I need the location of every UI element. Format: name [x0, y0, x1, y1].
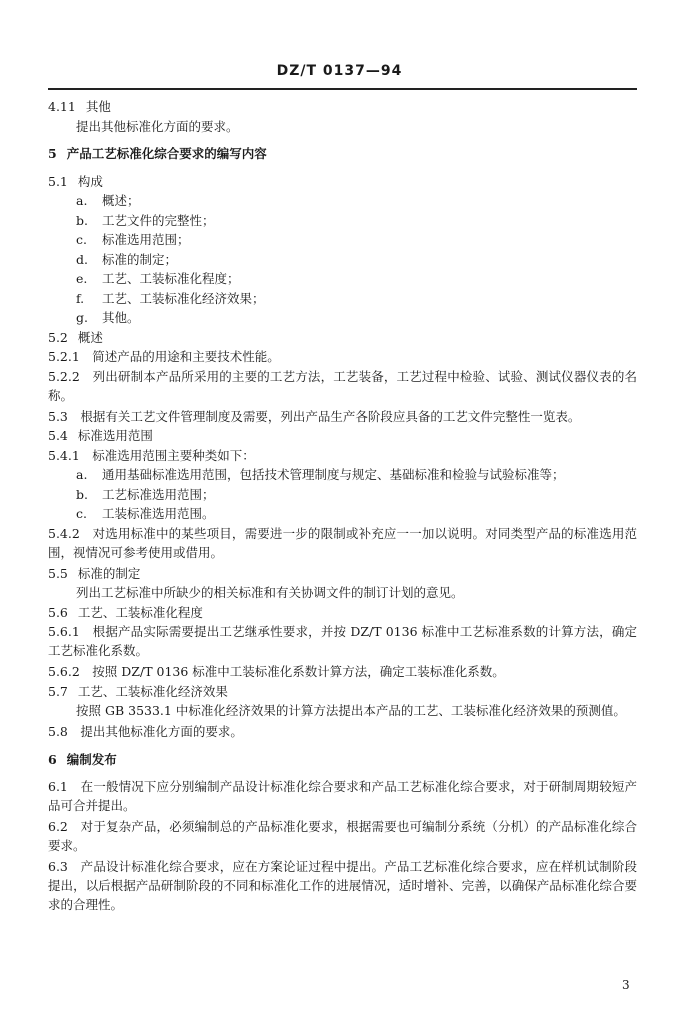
section-number: 4.11	[48, 99, 76, 114]
list-item	[48, 289, 637, 309]
section-5-3-text: 5.3 根据有关工艺文件管理制度及需要，列出产品生产各阶段应具备的工艺文件完整性一览表。	[48, 408, 581, 424]
list-item	[48, 191, 637, 211]
section-number: 5.7	[48, 683, 68, 699]
list-item	[48, 308, 637, 328]
section-title: 构成	[77, 173, 103, 189]
section-title: 标准的制定	[77, 565, 141, 581]
document-code-header: DZ/T 0137—94	[276, 63, 403, 79]
list-item	[48, 465, 637, 485]
list-label: d.	[76, 251, 88, 267]
section-number: 5.4	[48, 428, 68, 443]
header-rule	[48, 88, 637, 90]
section-6-heading	[48, 750, 637, 770]
list-text: 概述；	[102, 193, 140, 208]
list-label: a.	[76, 467, 88, 482]
section-5-6-heading	[48, 603, 637, 623]
section-5-4-2-text: 5.4.2 对选用标准中的某些项目，需要进一步的限制或补充应一一加以说明。对同类型产品的标准选用范围，视情况可参考使用或借用。	[48, 525, 637, 560]
list-label: b.	[76, 486, 88, 502]
section-title: 概述	[77, 329, 103, 345]
list-item	[48, 230, 637, 250]
section-number: 6	[48, 751, 57, 767]
list-label: f.	[76, 290, 85, 306]
section-number: 5.6	[48, 604, 68, 620]
list-label: b.	[76, 212, 88, 228]
list-item	[48, 485, 637, 505]
section-number: 5.2	[48, 329, 68, 345]
list-label: c.	[76, 506, 87, 521]
section-5-2-heading	[48, 328, 637, 348]
section-title: 编制发布	[66, 751, 117, 767]
list-text: 通用基础标准选用范围，包括技术管理制度与规定、基础标准和检验与试验标准等；	[102, 467, 565, 482]
list-item	[48, 211, 637, 231]
document-body	[48, 97, 637, 914]
section-4-11-heading	[48, 97, 637, 117]
section-5-4-heading	[48, 426, 637, 446]
section-5-1-heading	[48, 172, 637, 192]
list-text: 工装标准选用范围。	[102, 506, 215, 521]
section-5-5-heading	[48, 564, 637, 584]
section-title: 工艺、工装标准化经济效果	[77, 683, 228, 699]
section-6-1-text: 6.1 在一般情况下应分别编制产品设计标准化综合要求和产品工艺标准化综合要求，对于研制周期较短产品可合并提出。	[48, 779, 637, 813]
section-number: 5	[48, 146, 57, 161]
list-label: e.	[76, 271, 88, 286]
section-title: 产品工艺标准化综合要求的编写内容	[66, 146, 267, 161]
list-item	[48, 269, 637, 289]
list-label: c.	[76, 232, 87, 247]
list-item	[48, 250, 637, 270]
section-5-8-text: 5.8 提出其他标准化方面的要求。	[48, 724, 243, 739]
section-number: 5.5	[48, 565, 68, 581]
section-title: 其他	[85, 99, 111, 114]
list-label: a.	[76, 193, 88, 208]
section-5-2-1-text: 5.2.1 简述产品的用途和主要技术性能。	[48, 349, 280, 364]
section-5-7-heading	[48, 682, 637, 702]
list-text: 标准的制定；	[102, 251, 178, 267]
section-title: 标准选用范围	[77, 428, 153, 443]
list-item	[48, 504, 637, 524]
section-number: 5.1	[48, 173, 68, 189]
list-text: 工艺、工装标准化经济效果；	[102, 290, 265, 306]
list-text: 工艺文件的完整性；	[102, 212, 215, 228]
section-5-6-2-text: 5.6.2 按照 DZ/T 0136 标准中工装标准化系数计算方法，确定工装标准化系数。	[48, 664, 505, 679]
list-label: g.	[76, 310, 88, 325]
list-text: 其他。	[102, 310, 140, 325]
section-title: 工艺、工装标准化程度	[77, 604, 203, 620]
section-5-2-2-text: 5.2.2 列出研制本产品所采用的主要的工艺方法，工艺装备，工艺过程中检验、试验、测试仪器仪表的名称。	[48, 368, 637, 403]
list-text: 标准选用范围；	[102, 232, 190, 247]
page-number: 3	[622, 978, 630, 992]
section-5-4-1-text: 5.4.1 标准选用范围主要种类如下：	[48, 447, 255, 463]
section-5-6-1-text: 5.6.1 根据产品实际需要提出工艺继承性要求，并按 DZ/T 0136 标准中工艺标准系数的计算方法，确定工艺标准化系数。	[48, 624, 637, 658]
section-5-7-text: 按照 GB 3533.1 中标准化经济效果的计算方法提出本产品的工艺、工装标准化经济效果的预测值。	[76, 703, 626, 718]
list-text: 工艺标准选用范围；	[102, 486, 215, 502]
list-text: 工艺、工装标准化程度；	[102, 271, 240, 286]
section-6-2-text: 6.2 对于复杂产品，必须编制总的产品标准化要求，根据需要也可编制分系统（分机）的产品标准化综合要求。	[48, 819, 637, 853]
section-4-11-text: 提出其他标准化方面的要求。	[76, 118, 239, 134]
section-6-3-text: 6.3 产品设计标准化综合要求，应在方案论证过程中提出。产品工艺标准化综合要求，应在样机试制阶段提出，以后根据产品研制阶段的不同和标准化工作的进展情况，适时增补、完善，以确保产品标准化综合要求的合理性。	[48, 859, 637, 912]
section-5-5-text: 列出工艺标准中所缺少的相关标准和有关协调文件的制订计划的意见。	[76, 585, 464, 600]
section-5-heading	[48, 144, 637, 164]
